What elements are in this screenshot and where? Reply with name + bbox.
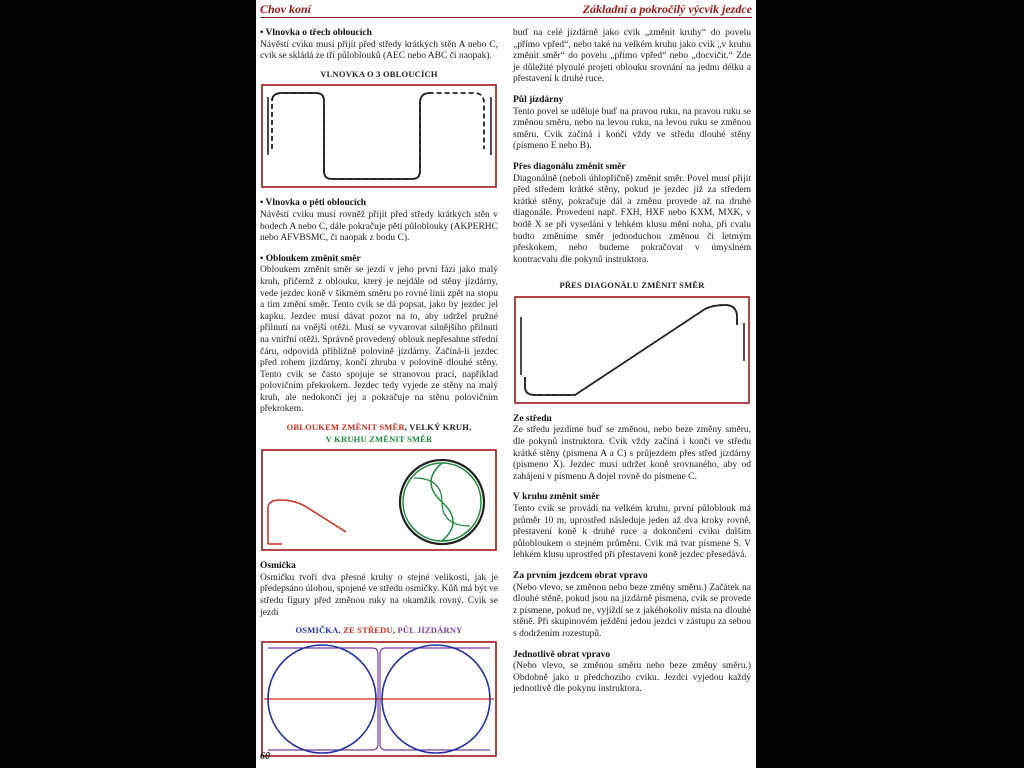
figure-title: PŘES DIAGONÁLU ZMĚNIT SMĚR bbox=[559, 280, 705, 291]
figure-title-part: , bbox=[338, 625, 344, 636]
figure-title-part: PŮL JÍZDÁRNY bbox=[397, 625, 463, 636]
figure-title-part: OBLOUKEM ZMĚNIT SMĚR bbox=[286, 422, 405, 433]
figure-title-part: OSMIČKA bbox=[295, 625, 339, 636]
figure-title bbox=[260, 625, 498, 637]
section-text: (Nebo vlevo, se změnou směru nebo beze změny směru.) Obdobně jako u předchozího cviku. Jezdci vyjedou každý jednotlivě dle pokynu instruktora. bbox=[513, 661, 751, 695]
running-header bbox=[260, 2, 752, 18]
change-direction-diagram bbox=[260, 448, 498, 552]
figure-eight-diagram bbox=[260, 640, 498, 758]
section-heading: Za prvním jezdcem obrat vpravo bbox=[513, 571, 648, 581]
section-text: Ze středu jezdíme buď se změnou, nebo beze změny směru, dle pokynů instruktora. Cvik vždy začíná i končí ve středu krátké stěny (písmena A a C) s průjezdem přes střed jízdárny (písmeno X). Jezdec musí udržet koně srovnaného, aby od zahájení v písmenu A dojel rovně do písmene C. bbox=[513, 425, 751, 482]
section-text: Tento cvik se provádí na velkém kruhu, první půloblouk má průměr 10 m, uprostřed následuje jeden až dva kroky rovně, přestavení koně k druhé ruce a dokončení cviku dalším půlobloukem o stejném průměru. Cvik má tvar písmene S. V lehkém klusu uprostřed při přestavení koně jezdec přesedává. bbox=[513, 504, 751, 561]
figure-title: VLNOVKA O 3 OBLOUCÍCH bbox=[320, 68, 438, 79]
section-heading: Půl jízdárny bbox=[513, 94, 564, 105]
section-heading: • Obloukem změnit směr bbox=[260, 253, 361, 264]
figure-title-part: , bbox=[392, 625, 398, 636]
section-text: Návěstí cviku musí rovněž přijít před středy krátkých stěn v bodech A nebo C, dále pokračuje pěti půloblouky (AKPERHC nebo AFVBSMC, či naopak z bodu C). bbox=[260, 209, 498, 244]
section-heading: Přes diagonálu změnit směr bbox=[513, 161, 626, 172]
section-text: Návěstí cviku musí přijít před středy krátkých stěn A nebo C, cvik se skládá ze tří půloblouků (AEC nebo ABC či naopak). bbox=[260, 39, 498, 62]
figure-title bbox=[260, 422, 498, 445]
section-text: Osmičku tvoří dva přesné kruhy o stejné velikosti, jak je předepsáno úlohou, spojené ve středu osmičky. Kůň má být ve středu figury před změnou ruky na okamžik rovný. Cvik se jezdí bbox=[260, 572, 498, 618]
diagonal-change-diagram bbox=[513, 295, 751, 405]
section-heading: V kruhu změnit směr bbox=[513, 492, 600, 503]
page-number: 60 bbox=[260, 751, 270, 762]
section-heading: Ze středu bbox=[513, 413, 552, 424]
section-text: Tento povel se uděluje buď na pravou ruku, na pravou ruku se změnou směru, nebo na levou ruku, na levou ruku se změnou směru. Cvik začíná i končí vždy ve středu dlouhé stěny (písmeno E nebo B). bbox=[513, 106, 751, 152]
section-text: buď na celé jízdárně jako cvik „změnit kruhy“ do povelu „přímo vpřed“, nebo také na velkém kruhu jako cvik „v kruhu změnit směr“ do povelu „přímo vpřed“ nebo „docvičit.“ Zde je důležité plynulé projetí oblouku srovnání na jednu délku a přestavení k druhé ruce. bbox=[513, 28, 751, 85]
figure-title-part: , VELKÝ KRUH, bbox=[404, 422, 472, 433]
book-page bbox=[256, 0, 756, 768]
section-heading: Jednotlivě obrat vpravo bbox=[513, 649, 611, 660]
figure-title-part: ZE STŘEDU bbox=[343, 625, 393, 636]
section-text: (Nebo vlevo, se změnou nebo beze změny směru.) Začátek na dlouhé stěně, pokud jsou na jízdárně písmena, cvik se provede z písmene, pokud ne, vyjíždí se z jakéhokoliv místa na dlouhé stěně. Při skupinovém ježdění jedou jezdci v zástupu za sebou s dodržením rozestupů. bbox=[513, 582, 751, 639]
figure-title-part: V KRUHU ZMĚNIT SMĚR bbox=[325, 433, 433, 444]
section-text: Obloukem změnit směr se jezdí v jeho první fázi jako malý kruh, přičemž z oblouku, který je nejdále od stěny jízdárny, vede jezdec koně v šikmém směru po rovné linii zpět na stopu a tím změní směr. Tento cvik se dá popsat, jako by jezdec jel kapku. Jezdec musí dávat pozor na to, aby udržel pružné přilnutí na vnější otěži. Musí se vyvarovat silnějšího přilnutí na vnitřní otěži. Správně provedený oblouk nepřesahne střední čáru, odpovídá přibližně polovině jízdárny. Začíná-li jezdec před rohem jízdárny, končí zhruba v polovině dlouhé stěny. Tento cvik se často spojuje se stranovou prací, například polovičním překrokem. Jezdec tedy vyjede ze stěny na malý kruh, ale nedokončí jej a pokračuje na stěnu polovičním překrokem. bbox=[260, 265, 498, 415]
section-heading: • Vlnovka o třech obloucích bbox=[260, 28, 372, 38]
header-left-title: Chov koní bbox=[260, 2, 312, 16]
header-right-title: Základní a pokročilý výcvik jezdce bbox=[582, 2, 752, 16]
left-column bbox=[260, 28, 498, 758]
section-heading: Osmička bbox=[260, 561, 296, 572]
right-column bbox=[513, 28, 751, 696]
section-text: Diagonálně (neboli úhlopříčně) změnit směr. Povel musí přijít před středem krátké stěny, pokud je jezdec již za středem krátké stěny, pokračuje dál a změnu provede až na druhé diagonále. Provedení např. FXH, HXF nebo KXM, MXK, v bodě X se při vysedání v lehkém klusu mění noha, při cvalu budto změníme směr jednoduchou změnou či letmým přeskokem, nebo budeme pokračovat v úmyslném kontracvalu dle pokynů instruktora. bbox=[513, 173, 751, 265]
section-heading: • Vlnovka o pěti obloucích bbox=[260, 198, 367, 209]
serpentine-3-loops-diagram bbox=[260, 83, 498, 189]
